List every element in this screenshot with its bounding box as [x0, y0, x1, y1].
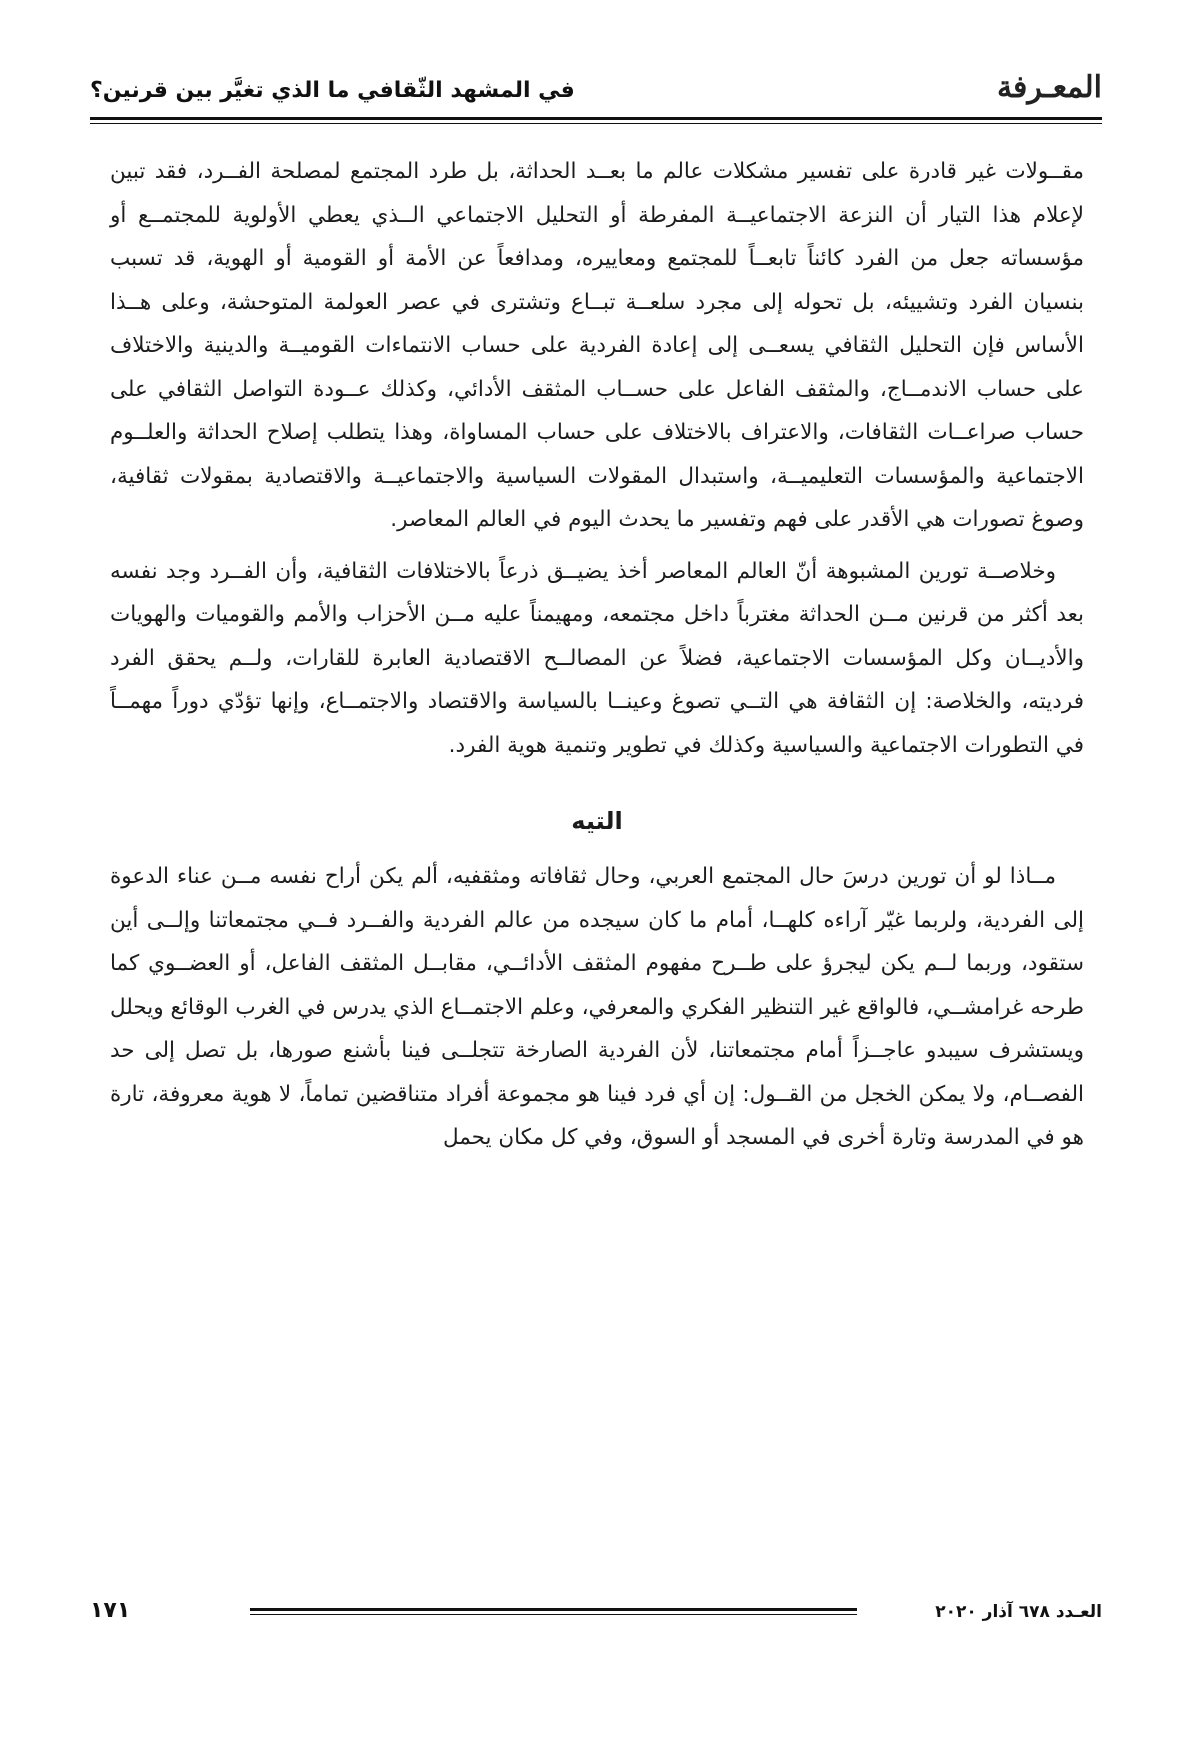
page-number: ١٧١ — [90, 1598, 131, 1623]
section-heading: التيه — [571, 807, 623, 835]
paragraph: مــاذا لو أن تورين درسَ حال المجتمع العربي، وحال ثقافاته ومثقفيه، ألم يكن أراح نفسه مــن عناء الدعوة إلى الفردية، ولربما غيّر آراءه كلهــا، أمام ما كان سيجده من عالم الفردية والفــرد فــي مجتمعاتنا وإلــى أين ستقود، وربما لــم يكن ليجرؤ على طــرح مفهوم المثقف الأدائــي، مقابــل المثقف الفاعل، أو العضــوي كما طرحه غرامشــي، فالواقع غير التنظير الفكري والمعرفي، وعلم الاجتمــاع الذي يدرس في الغرب الوقائع ويحلل ويستشرف سيبدو عاجــزاً أمام مجتمعاتنا، لأن الفردية الصارخة تتجلــى فينا بأشنع صورها، بل تصل إلى حد الفصــام، ولا يمكن الخجل من القــول: إن أي فرد فينا هو مجموعة أفراد متناقضين تماماً، لا هوية معروفة، تارة هو في المدرسة وتارة أخرى في المسجد أو السوق، وفي كل مكان يحمل — [110, 864, 1084, 1150]
header-rule — [90, 117, 1102, 124]
paragraph: وخلاصــة تورين المشبوهة أنّ العالم المعاصر أخذ يضيــق ذرعاً بالاختلافات الثقافية، وأن الفــرد وجد نفسه بعد أكثر من قرنين مــن الحداثة مغترباً داخل مجتمعه، ومهيمناً عليه مــن الأحزاب والأمم والقوميات والهويات والأديــان وكل المؤسسات الاجتماعية، فضلاً عن المصالــح الاقتصادية العابرة للقارات، ولــم يحقق الفرد فرديته، والخلاصة: إن الثقافة هي التــي تصوغ وعينــا بالسياسة والاقتصاد والاجتمــاع، وإنها تؤدّي دوراً مهمــاً في التطورات الاجتماعية والسياسية وكذلك في تطوير وتنمية هوية الفرد. — [110, 558, 1084, 758]
running-title: في المشهد الثّقافي ما الذي تغيَّر بين قرنين؟ — [90, 78, 575, 103]
footer-rule — [250, 1608, 857, 1615]
article-body — [110, 150, 1084, 1160]
issue-label: العـدد ٦٧٨ آذار ٢٠٢٠ — [935, 1602, 1102, 1622]
magazine-logo: المعـرفة — [996, 70, 1102, 105]
paragraph: مقــولات غير قادرة على تفسير مشكلات عالم ما بعــد الحداثة، بل طرد المجتمع لمصلحة الفــرد، فقد تبين لإعلام هذا التيار أن النزعة الاجتماعيــة المفرطة أو التحليل الاجتماعي الــذي يعطي الأولوية للمجتمــع أو مؤسساته جعل من الفرد كائناً تابعــاً للمجتمع ومعاييره، ومدافعاً عن الأمة أو القومية أو الهوية، قد تسبب بنسيان الفرد وتشييئه، بل تحوله إلى مجرد سلعــة تبــاع وتشترى في عصر العولمة المتوحشة، وعلى هــذا الأساس فإن التحليل الثقافي يسعــى إلى إعادة الفردية على حساب الانتماءات القوميــة والدينية والاختلاف على حساب الاندمــاج، والمثقف الفاعل على حســاب المثقف الأدائي، وكذلك عــودة التواصل الثقافي على حساب صراعــات الثقافات، والاعتراف بالاختلاف على حساب المساواة، وهذا يتطلب إصلاح الحداثة والعلــوم الاجتماعية والمؤسسات التعليميــة، واستبدال المقولات السياسية والاجتماعيــة والاقتصادية بمقولات ثقافية، وصوغ تصورات هي الأقدر على فهم وتفسير ما يحدث اليوم في العالم المعاصر. — [110, 159, 1084, 532]
page-header — [90, 60, 1102, 116]
page-footer — [90, 1598, 1102, 1628]
